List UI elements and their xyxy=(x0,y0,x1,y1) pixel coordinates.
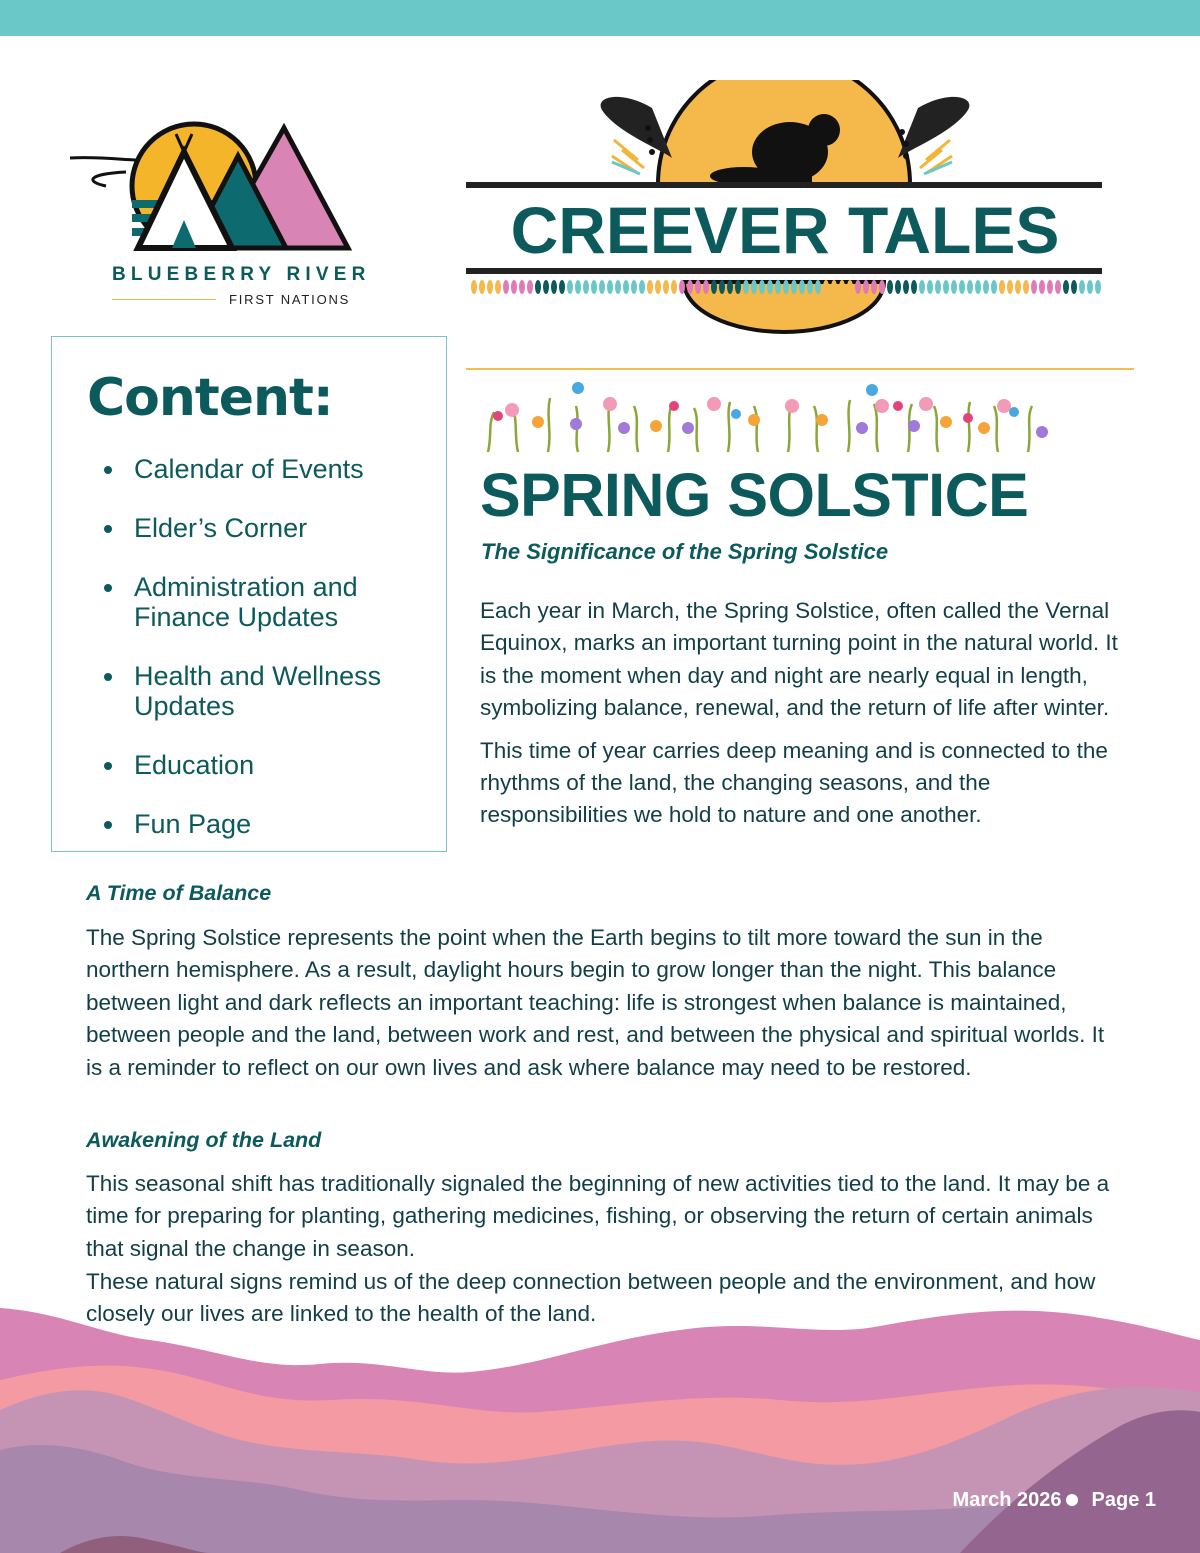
flower-border-illustration xyxy=(478,376,1054,454)
beadwork-border xyxy=(471,280,1101,294)
logo-name: BLUEBERRY RIVER xyxy=(112,264,371,285)
contents-item: Elder’s Corner xyxy=(104,513,434,543)
gold-divider xyxy=(466,368,1134,370)
section-paragraph: These natural signs remind us of the deep connection between people and the environment, and how closely our lives are linked to the health of the land. xyxy=(86,1269,1096,1327)
mountain-landscape-footer xyxy=(0,1300,1200,1553)
contents-list xyxy=(104,454,434,868)
section-heading: A Time of Balance xyxy=(86,881,272,905)
blueberry-river-logo xyxy=(66,116,386,316)
contents-item: Administration and Finance Updates xyxy=(104,572,434,632)
logo-subtitle: FIRST NATIONS xyxy=(229,292,351,307)
top-accent-bar xyxy=(0,0,1200,36)
newsletter-title: CREEVER TALES xyxy=(510,193,1060,267)
bullet-icon xyxy=(1066,1494,1078,1506)
logo-divider xyxy=(112,299,216,300)
section-paragraph: The Spring Solstice represents the point when the Earth begins to tilt more toward the sun in the northern hemisphere. As a result, daylight hours begin to grow longer than the night. This balance between light and dark reflects an important teaching: life is strongest when balance is maintained, between people and the land, between work and rest, and between the physical and spiritual worlds. It is a reminder to reflect on our own lives and ask where balance may need to be restored. xyxy=(86,925,1105,1080)
intro-paragraph: Each year in March, the Spring Solstice, often called the Vernal Equinox, marks an important turning point in the natural world. It is the moment when day and night are nearly equal in length, symbolizing balance, renewal, and the return of life after winter. xyxy=(480,598,1118,721)
article-subheadline: The Significance of the Spring Solstice xyxy=(481,539,889,564)
footer-info xyxy=(953,1489,1156,1512)
article-headline: SPRING SOLSTICE xyxy=(480,461,1029,529)
contents-item: Calendar of Events xyxy=(104,454,434,484)
section-paragraph: This seasonal shift has traditionally signaled the beginning of new activities tied to the land. It may be a time for preparing for planting, gathering medicines, fishing, or observing the return of certain animals that signal the change in season. xyxy=(86,1171,1110,1261)
intro-paragraph: This time of year carries deep meaning and is connected to the rhythms of the land, the changing seasons, and the responsibilities we hold to nature and one another. xyxy=(480,737,1108,828)
contents-item: Education xyxy=(104,750,434,780)
contents-title: Content: xyxy=(87,368,333,428)
section-heading: Awakening of the Land xyxy=(86,1128,322,1152)
footer-date: March 2026 xyxy=(952,1489,1062,1511)
article-intro xyxy=(480,595,1130,842)
contents-item: Fun Page xyxy=(104,809,434,839)
contents-item: Health and Wellness Updates xyxy=(104,661,434,721)
page-number: Page 1 xyxy=(1091,1489,1156,1511)
